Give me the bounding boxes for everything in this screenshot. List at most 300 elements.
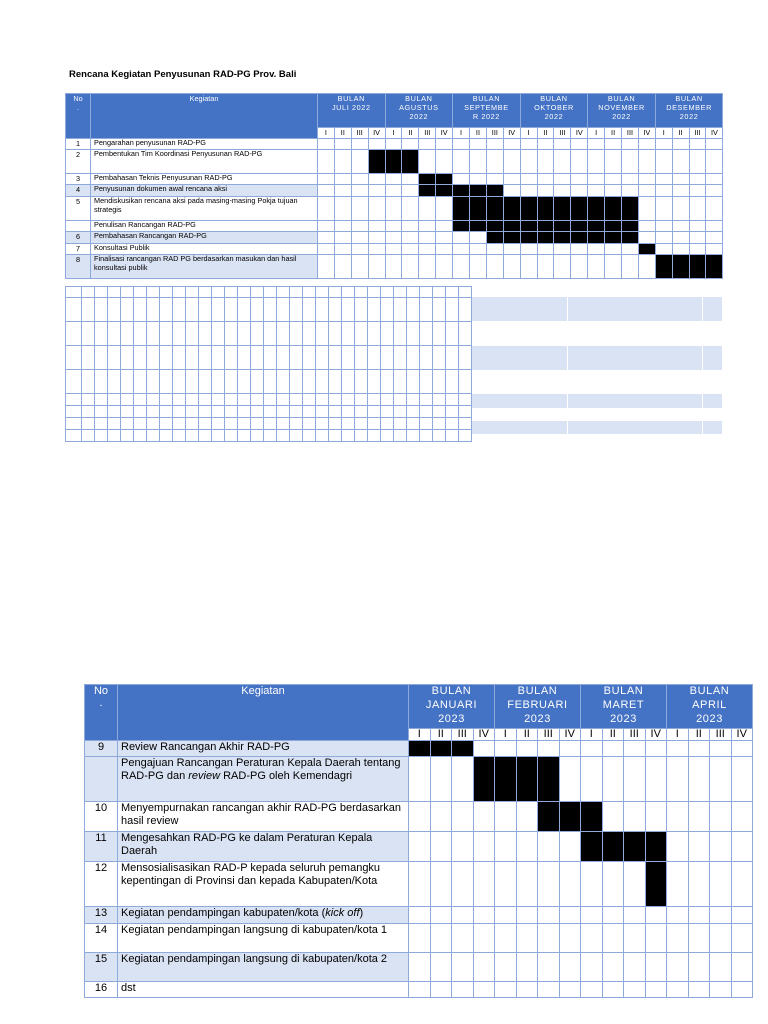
- gantt-empty-cell: [645, 907, 667, 924]
- empty-grid-cell: [186, 370, 199, 394]
- gantt-empty-cell: [554, 174, 571, 185]
- gantt-empty-cell: [559, 907, 581, 924]
- gantt-empty-cell: [318, 139, 335, 150]
- header-kegiatan: Kegiatan: [91, 94, 318, 139]
- gantt-empty-cell: [452, 757, 474, 802]
- empty-grid-cell: [121, 287, 134, 298]
- empty-grid-cell: [186, 406, 199, 418]
- empty-grid-cell: [433, 322, 446, 346]
- empty-grid-cell: [316, 430, 329, 442]
- gantt-empty-cell: [655, 174, 672, 185]
- empty-grid-cell: [394, 322, 407, 346]
- empty-grid-cell: [446, 322, 459, 346]
- week-label: IV: [368, 128, 385, 139]
- gantt-bar-cell: [602, 832, 624, 862]
- gantt-empty-cell: [452, 832, 474, 862]
- week-label: IV: [571, 128, 588, 139]
- empty-grid-cell: [82, 370, 95, 394]
- gantt-empty-cell: [430, 832, 452, 862]
- empty-grid-cell: [173, 287, 186, 298]
- empty-grid-cell: [199, 430, 212, 442]
- gantt-empty-cell: [368, 255, 385, 279]
- gantt-bar-cell: [588, 232, 605, 244]
- month-line3: R 2022: [472, 112, 500, 122]
- gantt-empty-cell: [409, 757, 431, 802]
- empty-grid-cell: [316, 418, 329, 430]
- empty-grid-cell: [303, 298, 316, 322]
- empty-grid-cell: [303, 430, 316, 442]
- gantt-empty-cell: [538, 741, 560, 757]
- week-label: IV: [436, 128, 453, 139]
- gantt-empty-cell: [622, 244, 639, 255]
- empty-grid-cell: [160, 406, 173, 418]
- gantt-empty-cell: [667, 982, 689, 998]
- month-line3: 2022: [679, 112, 699, 122]
- gantt-empty-cell: [409, 832, 431, 862]
- gantt-empty-cell: [453, 174, 470, 185]
- gantt-empty-cell: [470, 150, 487, 174]
- week-label: IV: [645, 729, 667, 741]
- gantt-empty-cell: [624, 982, 646, 998]
- empty-grid-cell: [355, 298, 368, 322]
- empty-grid-cell: [407, 394, 420, 406]
- gantt-empty-cell: [470, 174, 487, 185]
- gantt-empty-cell: [419, 197, 436, 221]
- gantt-empty-cell: [452, 953, 474, 982]
- gantt-empty-cell: [624, 953, 646, 982]
- gantt-empty-cell: [559, 982, 581, 998]
- empty-grid-cell: [420, 370, 433, 394]
- gantt-empty-cell: [318, 221, 335, 232]
- gantt-bar-cell: [452, 741, 474, 757]
- row-number: 4: [66, 185, 91, 197]
- gantt-empty-cell: [473, 802, 495, 832]
- table-row: [85, 862, 753, 907]
- band-separator: [567, 297, 568, 321]
- week-label: III: [452, 729, 474, 741]
- gantt-empty-cell: [520, 150, 537, 174]
- empty-grid-cell: [147, 370, 160, 394]
- week-label: III: [624, 729, 646, 741]
- gantt-empty-cell: [351, 174, 368, 185]
- gantt-bar-cell: [470, 221, 487, 232]
- empty-grid-cell: [355, 418, 368, 430]
- activity-text-part: Kegiatan pendampingan langsung di kabupaten/kota 1: [121, 924, 388, 936]
- empty-grid-cell: [277, 418, 290, 430]
- gantt-empty-cell: [430, 982, 452, 998]
- empty-grid-cell: [225, 394, 238, 406]
- empty-grid-cell: [66, 287, 82, 298]
- gantt-empty-cell: [419, 244, 436, 255]
- gantt-empty-cell: [602, 862, 624, 907]
- gantt-empty-cell: [409, 862, 431, 907]
- gantt-empty-cell: [688, 802, 710, 832]
- header-month: [588, 94, 656, 128]
- gantt-empty-cell: [638, 185, 655, 197]
- empty-grid-cell: [238, 287, 251, 298]
- gantt-bar-cell: [409, 741, 431, 757]
- band-separator: [567, 394, 568, 408]
- empty-grid-cell: [134, 287, 147, 298]
- band-separator: [567, 346, 568, 370]
- header-month: [385, 94, 453, 128]
- gantt-empty-cell: [602, 757, 624, 802]
- band-separator: [702, 346, 703, 370]
- gantt-empty-cell: [706, 221, 723, 232]
- table-row: [66, 232, 723, 244]
- gantt-empty-cell: [645, 982, 667, 998]
- row-number: 16: [85, 982, 118, 998]
- empty-grid-cell: [342, 298, 355, 322]
- empty-grid-cell: [82, 394, 95, 406]
- empty-grid-cell: [394, 406, 407, 418]
- gantt-empty-cell: [453, 244, 470, 255]
- header-month: [581, 685, 667, 729]
- gantt-bar-cell: [624, 832, 646, 862]
- empty-grid-cell: [173, 298, 186, 322]
- gantt-empty-cell: [368, 185, 385, 197]
- empty-grid-cell: [290, 430, 303, 442]
- empty-grid-cell: [251, 394, 264, 406]
- month-line1: BULAN: [603, 685, 644, 697]
- empty-grid-cell: [329, 394, 342, 406]
- gantt-empty-cell: [334, 255, 351, 279]
- row-number: 3: [66, 174, 91, 185]
- gantt-empty-cell: [645, 802, 667, 832]
- gantt-empty-cell: [602, 924, 624, 953]
- empty-grid-cell: [342, 346, 355, 370]
- empty-grid-row: [66, 418, 472, 430]
- gantt-empty-cell: [581, 953, 603, 982]
- empty-grid-cell: [303, 346, 316, 370]
- gantt-empty-cell: [537, 139, 554, 150]
- gantt-empty-cell: [588, 150, 605, 174]
- gantt-bar-cell: [554, 232, 571, 244]
- gantt-empty-cell: [622, 150, 639, 174]
- gantt-bar-cell: [571, 221, 588, 232]
- gantt-bar-cell: [385, 150, 402, 174]
- gantt-empty-cell: [419, 232, 436, 244]
- empty-grid-cell: [355, 346, 368, 370]
- gantt-empty-cell: [655, 232, 672, 244]
- empty-grid-cell: [329, 406, 342, 418]
- empty-grid-cell: [238, 370, 251, 394]
- week-label: II: [605, 128, 622, 139]
- row-number: 9: [85, 741, 118, 757]
- empty-grid-cell: [95, 406, 108, 418]
- month-line2: MARET: [602, 698, 645, 711]
- gantt-bar-cell: [581, 832, 603, 862]
- gantt-empty-cell: [638, 221, 655, 232]
- gantt-bar-cell: [503, 221, 520, 232]
- gantt-bar-cell: [520, 232, 537, 244]
- activity-text-part: Kegiatan pendampingan kabupaten/kota (: [121, 907, 326, 919]
- gantt-empty-cell: [503, 150, 520, 174]
- gantt-empty-cell: [645, 741, 667, 757]
- row-number: [66, 221, 91, 232]
- month-line2: AGUSTUS: [399, 103, 439, 113]
- gantt-empty-cell: [554, 150, 571, 174]
- header-no: [85, 685, 118, 741]
- empty-grid-cell: [329, 430, 342, 442]
- gantt-empty-cell: [470, 232, 487, 244]
- activity-text-part: ): [359, 907, 364, 919]
- week-label: IV: [706, 128, 723, 139]
- gantt-empty-cell: [706, 244, 723, 255]
- gantt-empty-cell: [622, 255, 639, 279]
- empty-grid-cell: [186, 418, 199, 430]
- gantt-empty-cell: [688, 907, 710, 924]
- gantt-empty-cell: [731, 741, 753, 757]
- gantt-bar-cell: [368, 150, 385, 174]
- gantt-empty-cell: [581, 907, 603, 924]
- gantt-empty-cell: [688, 862, 710, 907]
- gantt-empty-cell: [706, 150, 723, 174]
- table-row: [66, 221, 723, 232]
- empty-grid-cell: [160, 298, 173, 322]
- empty-grid-cell: [66, 322, 82, 346]
- gantt-empty-cell: [689, 174, 706, 185]
- gantt-empty-cell: [689, 139, 706, 150]
- month-line3: 2022: [409, 112, 429, 122]
- week-label: III: [538, 729, 560, 741]
- gantt-empty-cell: [731, 924, 753, 953]
- empty-grid: [65, 286, 472, 442]
- empty-grid-cell: [238, 430, 251, 442]
- empty-grid-cell: [355, 322, 368, 346]
- month-line3: 2023: [524, 712, 551, 725]
- empty-grid-cell: [66, 406, 82, 418]
- empty-grid-cell: [173, 430, 186, 442]
- row-activity: Konsultasi Publik: [91, 244, 318, 255]
- gantt-empty-cell: [495, 802, 517, 832]
- month-line3: 2022: [544, 112, 564, 122]
- gantt-empty-cell: [689, 232, 706, 244]
- empty-grid-cell: [212, 418, 225, 430]
- month-line3: 2023: [438, 712, 465, 725]
- empty-grid-cell: [368, 322, 381, 346]
- empty-grid-cell: [329, 418, 342, 430]
- gantt-empty-cell: [436, 232, 453, 244]
- empty-grid-cell: [264, 346, 277, 370]
- gantt-empty-cell: [318, 174, 335, 185]
- empty-grid-cell: [199, 418, 212, 430]
- empty-grid-cell: [212, 287, 225, 298]
- month-line2: SEPTEMBE: [464, 103, 509, 113]
- empty-grid-cell: [186, 430, 199, 442]
- empty-grid-cell: [186, 298, 199, 322]
- gantt-empty-cell: [710, 953, 732, 982]
- gantt-empty-cell: [516, 907, 538, 924]
- gantt-empty-cell: [516, 741, 538, 757]
- empty-grid-cell: [199, 346, 212, 370]
- gantt-empty-cell: [473, 832, 495, 862]
- week-label: III: [554, 128, 571, 139]
- month-line1: BULAN: [337, 94, 365, 103]
- gantt-empty-cell: [710, 832, 732, 862]
- row-activity: Pembahasan Rancangan RAD-PG: [91, 232, 318, 244]
- empty-grid-cell: [420, 394, 433, 406]
- week-label: II: [672, 128, 689, 139]
- gantt-empty-cell: [689, 221, 706, 232]
- gantt-empty-cell: [409, 802, 431, 832]
- empty-grid-cell: [108, 394, 121, 406]
- gantt-empty-cell: [430, 757, 452, 802]
- empty-grid-cell: [82, 322, 95, 346]
- gantt-empty-cell: [436, 244, 453, 255]
- empty-grid-cell: [108, 322, 121, 346]
- gantt-empty-cell: [731, 757, 753, 802]
- gantt-empty-cell: [516, 953, 538, 982]
- empty-grid-cell: [446, 430, 459, 442]
- band-separator: [702, 297, 703, 321]
- header-no-label: No: [93, 685, 109, 697]
- gantt-empty-cell: [688, 982, 710, 998]
- gantt-empty-cell: [436, 197, 453, 221]
- gantt-empty-cell: [645, 757, 667, 802]
- week-label: I: [655, 128, 672, 139]
- gantt-bar-cell: [419, 185, 436, 197]
- gantt-empty-cell: [559, 832, 581, 862]
- gantt-empty-cell: [368, 197, 385, 221]
- gantt-empty-cell: [538, 862, 560, 907]
- empty-grid-cell: [316, 298, 329, 322]
- empty-grid-cell: [186, 346, 199, 370]
- gantt-empty-cell: [672, 244, 689, 255]
- empty-grid-cell: [212, 322, 225, 346]
- month-line2: OKTOBER: [534, 103, 574, 113]
- gantt-bar-cell: [605, 221, 622, 232]
- gantt-empty-cell: [645, 924, 667, 953]
- gantt-empty-cell: [520, 174, 537, 185]
- gantt-empty-cell: [710, 924, 732, 953]
- gantt-bar-cell: [622, 197, 639, 221]
- band-separator: [702, 394, 703, 408]
- gantt-empty-cell: [605, 174, 622, 185]
- empty-grid-cell: [225, 370, 238, 394]
- gantt-empty-cell: [689, 244, 706, 255]
- gantt-bar-cell: [605, 197, 622, 221]
- gantt-empty-cell: [655, 139, 672, 150]
- month-line1: BULAN: [689, 685, 730, 697]
- gantt-empty-cell: [520, 139, 537, 150]
- month-line1: BULAN: [607, 94, 636, 103]
- week-label: I: [495, 729, 517, 741]
- gantt-empty-cell: [602, 907, 624, 924]
- gantt-empty-cell: [520, 255, 537, 279]
- gantt-empty-cell: [672, 232, 689, 244]
- empty-grid-cell: [212, 370, 225, 394]
- empty-grid-cell: [290, 406, 303, 418]
- header-month: [655, 94, 723, 128]
- gantt-bar-cell: [537, 197, 554, 221]
- gantt-empty-cell: [368, 232, 385, 244]
- empty-grid-cell: [82, 346, 95, 370]
- empty-grid-cell: [381, 346, 394, 370]
- gantt-empty-cell: [710, 757, 732, 802]
- row-activity: Mendiskusikan rencana aksi pada masing-masing Pokja tujuan strategis: [91, 197, 318, 221]
- table-row: [85, 953, 753, 982]
- empty-grid-cell: [82, 406, 95, 418]
- empty-grid-cell: [368, 406, 381, 418]
- row-activity: [118, 907, 409, 924]
- activity-text-part: RAD-PG oleh Kemendagri: [220, 770, 353, 783]
- gantt-empty-cell: [516, 802, 538, 832]
- gantt-empty-cell: [655, 244, 672, 255]
- row-number: 7: [66, 244, 91, 255]
- empty-grid-cell: [277, 287, 290, 298]
- empty-grid-cell: [264, 418, 277, 430]
- empty-grid-cell: [108, 287, 121, 298]
- empty-grid-cell: [433, 287, 446, 298]
- gantt-empty-cell: [571, 139, 588, 150]
- gantt-empty-cell: [638, 197, 655, 221]
- gantt-empty-cell: [351, 185, 368, 197]
- gantt-empty-cell: [731, 832, 753, 862]
- week-label: IV: [638, 128, 655, 139]
- empty-grid-cell: [368, 346, 381, 370]
- empty-grid-cell: [264, 322, 277, 346]
- gantt-empty-cell: [605, 255, 622, 279]
- month-line1: BULAN: [675, 94, 703, 103]
- table-row: [66, 197, 723, 221]
- band-separator: [567, 421, 568, 434]
- gantt-empty-cell: [672, 197, 689, 221]
- header-month: [409, 685, 495, 729]
- gantt-empty-cell: [622, 174, 639, 185]
- table-row: [66, 174, 723, 185]
- gantt-bar-cell: [645, 832, 667, 862]
- gantt-empty-cell: [503, 174, 520, 185]
- week-label: II: [688, 729, 710, 741]
- gantt-empty-cell: [559, 924, 581, 953]
- gantt-empty-cell: [602, 802, 624, 832]
- gantt-empty-cell: [554, 185, 571, 197]
- gantt-bar-cell: [495, 757, 517, 802]
- gantt-empty-cell: [402, 232, 419, 244]
- gantt-empty-cell: [667, 832, 689, 862]
- empty-grid-cell: [433, 346, 446, 370]
- empty-grid-row: [66, 430, 472, 442]
- gantt-empty-cell: [706, 139, 723, 150]
- gantt-empty-cell: [419, 150, 436, 174]
- gantt-empty-cell: [638, 232, 655, 244]
- gantt-empty-cell: [430, 907, 452, 924]
- empty-grid-cell: [251, 346, 264, 370]
- empty-grid-cell: [277, 298, 290, 322]
- empty-grid-cell: [82, 287, 95, 298]
- gantt-empty-cell: [588, 244, 605, 255]
- week-label: II: [334, 128, 351, 139]
- gantt-empty-cell: [452, 982, 474, 998]
- gantt-empty-cell: [667, 953, 689, 982]
- gantt-empty-cell: [624, 741, 646, 757]
- week-label: III: [486, 128, 503, 139]
- empty-grid-cell: [264, 287, 277, 298]
- month-line2: JANUARI: [425, 698, 478, 711]
- empty-grid-cell: [355, 406, 368, 418]
- gantt-bar-cell: [538, 802, 560, 832]
- gantt-empty-cell: [334, 221, 351, 232]
- gantt-empty-cell: [520, 185, 537, 197]
- gantt-empty-cell: [453, 255, 470, 279]
- gantt-empty-cell: [689, 197, 706, 221]
- gantt-empty-cell: [385, 174, 402, 185]
- gantt-empty-cell: [571, 174, 588, 185]
- week-label: I: [409, 729, 431, 741]
- week-label: I: [520, 128, 537, 139]
- gantt-empty-cell: [473, 907, 495, 924]
